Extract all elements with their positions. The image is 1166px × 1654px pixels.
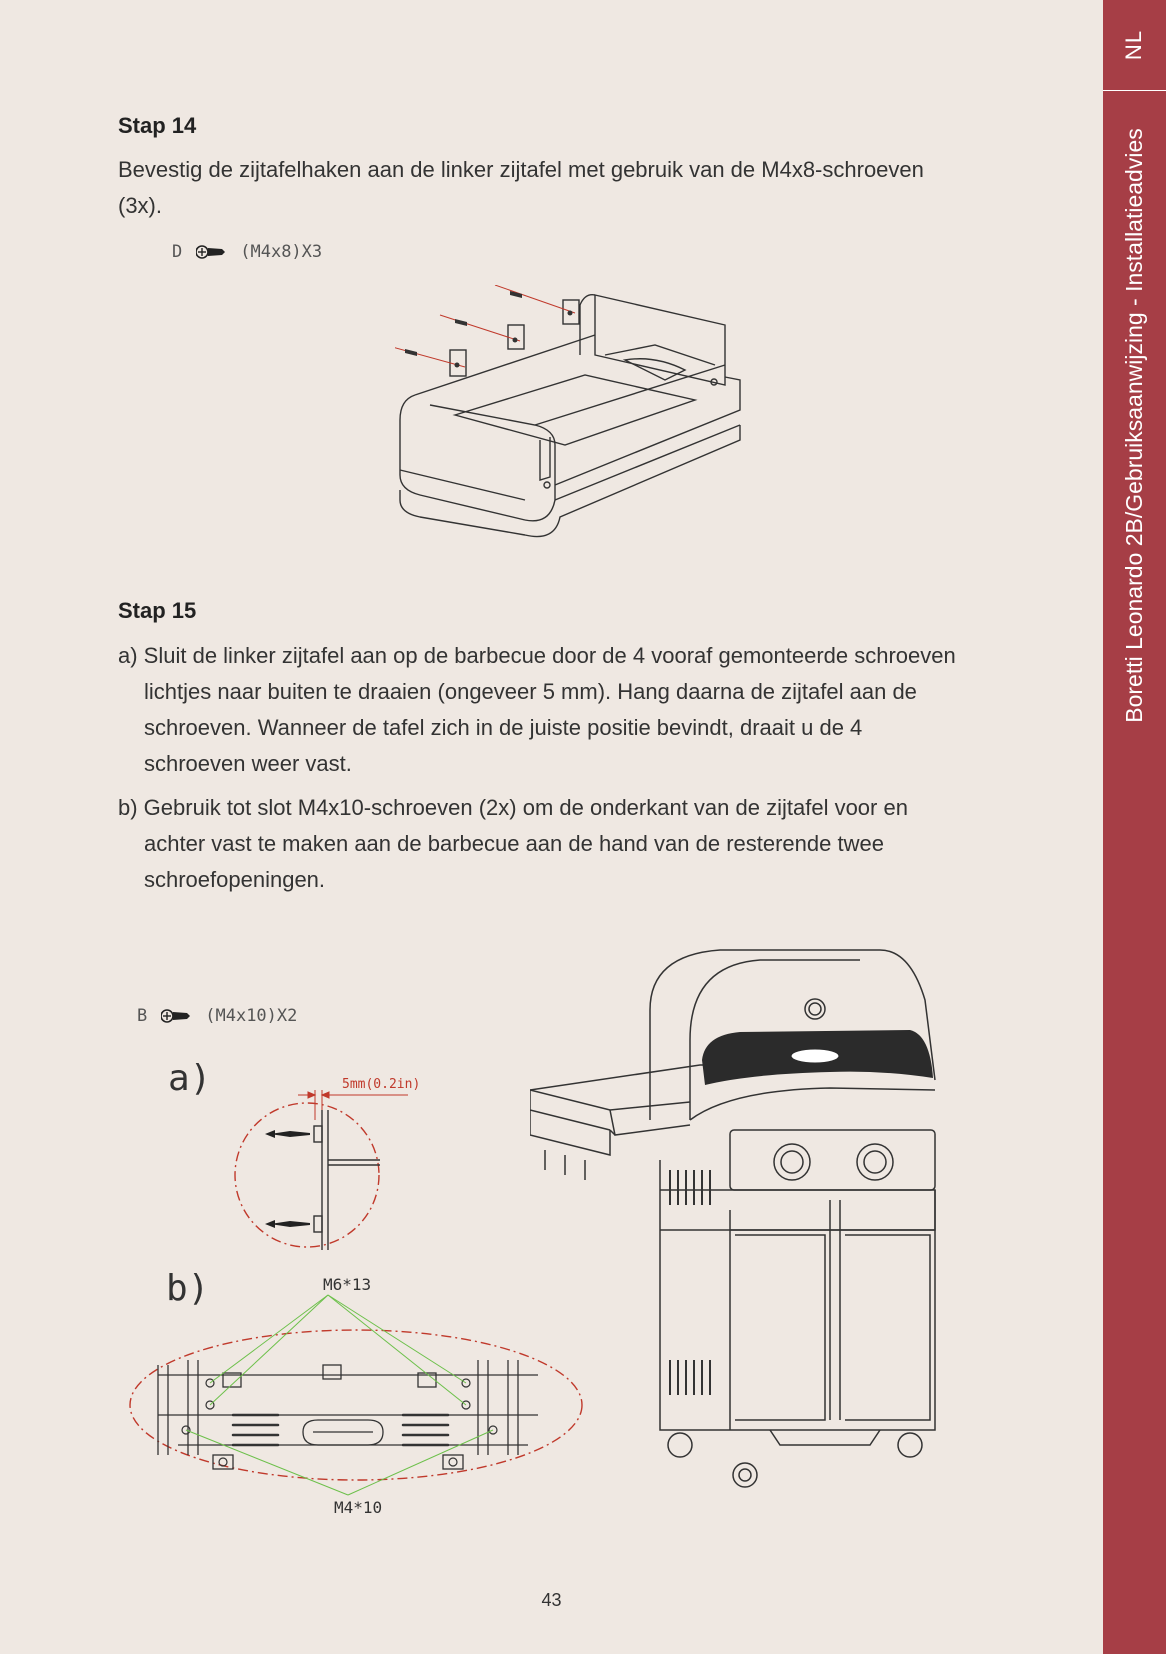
page-number: 43 — [541, 1590, 562, 1610]
step-14-heading: Stap 14 — [118, 113, 197, 138]
screw-icon — [161, 1008, 191, 1024]
screw-icon — [196, 244, 226, 260]
part-quantity-d: (M4x8)X3 — [240, 242, 323, 262]
document-title: Boretti Leonardo 2B/Gebruiksaanwijzing - Installatieadvies — [1121, 127, 1147, 723]
detail-a-measure: 5mm(0.2in) — [342, 1077, 421, 1092]
side-table-illustration — [395, 285, 795, 545]
step-15-part-label — [137, 1006, 297, 1026]
detail-a-label: a) — [168, 1058, 212, 1099]
step-14-text: Bevestig de zijtafelhaken aan de linker zijtafel met gebruik van de M4x8-schroeven (3x). — [118, 157, 924, 218]
detail-b-illustration — [118, 1265, 588, 1520]
language-label: NL — [1121, 29, 1147, 61]
sidebar-title-area — [1103, 95, 1166, 755]
part-letter-b: B — [137, 1006, 148, 1026]
barbecue-illustration — [530, 940, 950, 1500]
part-quantity-b: (M4x10)X2 — [205, 1006, 298, 1026]
step-15-heading: Stap 15 — [118, 598, 197, 623]
part-letter-d: D — [172, 242, 183, 262]
detail-b-top-label: M6*13 — [323, 1275, 372, 1294]
sidebar — [1103, 0, 1166, 1654]
language-tab — [1103, 0, 1166, 91]
step-15-item-a: a) Sluit de linker zijtafel aan op de barbecue door de 4 vooraf gemonteerde schroeven lichtjes naar buiten te draaien (ongeveer 5 mm). Hang daarna de zijtafel aan de schroeven. Wanneer de tafel zich in de juiste positie bevindt, draait u de 4 schroeven weer vast. — [118, 643, 956, 776]
step-15-item-b: b) Gebruik tot slot M4x10-schroeven (2x) om de onderkant van de zijtafel voor en achter vast te maken aan de barbecue aan de hand van de resterende twee schroefopeningen. — [118, 795, 908, 892]
detail-b-label: b) — [166, 1268, 210, 1309]
detail-a-illustration — [150, 1050, 430, 1260]
detail-b-bottom-label: M4*10 — [334, 1498, 383, 1517]
step-14-part-label — [172, 242, 322, 262]
